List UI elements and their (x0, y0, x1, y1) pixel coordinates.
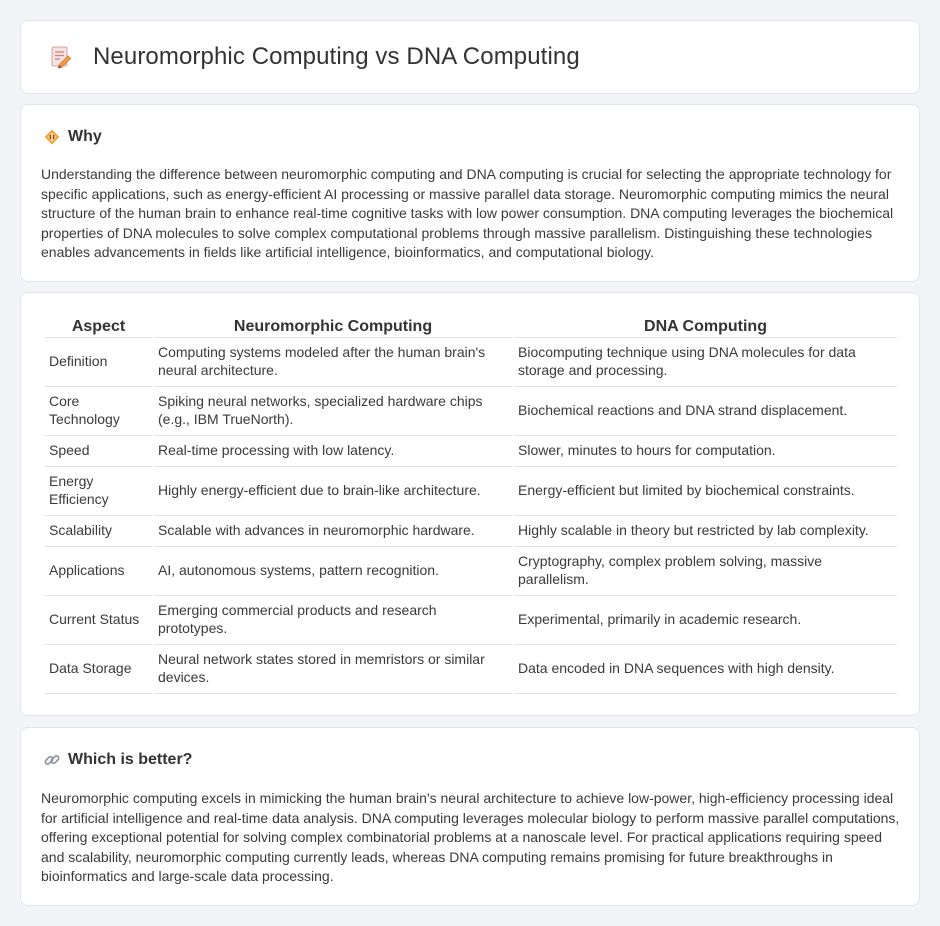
row-dna: Cryptography, complex problem solving, massive parallelism. (514, 547, 897, 596)
comparison-table (43, 317, 899, 694)
better-heading (43, 751, 192, 769)
table-row (45, 338, 897, 387)
row-dna: Biochemical reactions and DNA strand displacement. (514, 387, 897, 436)
table-row (45, 387, 897, 436)
row-aspect: Energy Efficiency (45, 467, 152, 516)
table-row (45, 596, 897, 645)
row-neuromorphic: Computing systems modeled after the human brain's neural architecture. (154, 338, 512, 387)
why-body: Understanding the difference between neuromorphic computing and DNA computing is crucial for selecting the appropriate technology for specific applications, such as energy-efficient AI processing or massive parallel data storage. Neuromorphic computing mimics the neural structure of the human brain to enhance real-time cognitive tasks with low power consumption. DNA computing leverages the biochemical properties of DNA molecules to solve complex computational problems through massive parallelism. Distinguishing these technologies enables advancements in fields like artificial intelligence, bioinformatics, and computational biology. (41, 166, 894, 261)
header-dna: DNA Computing (514, 317, 897, 338)
row-dna: Biocomputing technique using DNA molecules for data storage and processing. (514, 338, 897, 387)
row-neuromorphic: Highly energy-efficient due to brain-like architecture. (154, 467, 512, 516)
row-neuromorphic: Scalable with advances in neuromorphic hardware. (154, 516, 512, 547)
better-body: Neuromorphic computing excels in mimicking the human brain's neural architecture to achieve low-power, high-efficiency processing ideal for artificial intelligence and real-time data analysis. DNA computing leverages molecular biology to perform massive parallel computations, offering exceptional potential for solving complex combinatorial problems at a nanoscale level. For practical applications requiring speed and scalability, neuromorphic computing currently leads, whereas DNA computing remains promising for future breakthroughs in bioinformatics and large-scale data processing. (41, 790, 900, 885)
title-card (20, 20, 920, 94)
row-aspect: Definition (45, 338, 152, 387)
table-row (45, 436, 897, 467)
table-row (45, 547, 897, 596)
row-aspect: Speed (45, 436, 152, 467)
why-heading (43, 128, 102, 146)
why-bulb-icon (43, 128, 61, 146)
row-dna: Slower, minutes to hours for computation. (514, 436, 897, 467)
row-neuromorphic: Neural network states stored in memristors or similar devices. (154, 645, 512, 694)
row-dna: Data encoded in DNA sequences with high density. (514, 645, 897, 694)
row-aspect: Data Storage (45, 645, 152, 694)
comparison-section (20, 292, 920, 716)
row-neuromorphic: Real-time processing with low latency. (154, 436, 512, 467)
row-dna: Energy-efficient but limited by biochemical constraints. (514, 467, 897, 516)
row-dna: Experimental, primarily in academic research. (514, 596, 897, 645)
row-aspect: Current Status (45, 596, 152, 645)
row-aspect: Applications (45, 547, 152, 596)
row-dna: Highly scalable in theory but restricted by lab complexity. (514, 516, 897, 547)
table-row (45, 645, 897, 694)
link-icon (43, 751, 61, 769)
table-header-row (45, 317, 897, 338)
header-aspect: Aspect (45, 317, 152, 338)
page-title: Neuromorphic Computing vs DNA Computing (93, 43, 580, 70)
document-edit-icon (47, 44, 73, 70)
table-row (45, 467, 897, 516)
row-aspect: Scalability (45, 516, 152, 547)
which-better-section (20, 727, 920, 906)
why-heading-label: Why (68, 128, 102, 145)
better-heading-label: Which is better? (68, 751, 193, 768)
why-section (20, 104, 920, 282)
header-neuromorphic: Neuromorphic Computing (154, 317, 512, 338)
row-neuromorphic: AI, autonomous systems, pattern recognition. (154, 547, 512, 596)
row-neuromorphic: Spiking neural networks, specialized hardware chips (e.g., IBM TrueNorth). (154, 387, 512, 436)
row-aspect: Core Technology (45, 387, 152, 436)
table-row (45, 516, 897, 547)
row-neuromorphic: Emerging commercial products and research prototypes. (154, 596, 512, 645)
